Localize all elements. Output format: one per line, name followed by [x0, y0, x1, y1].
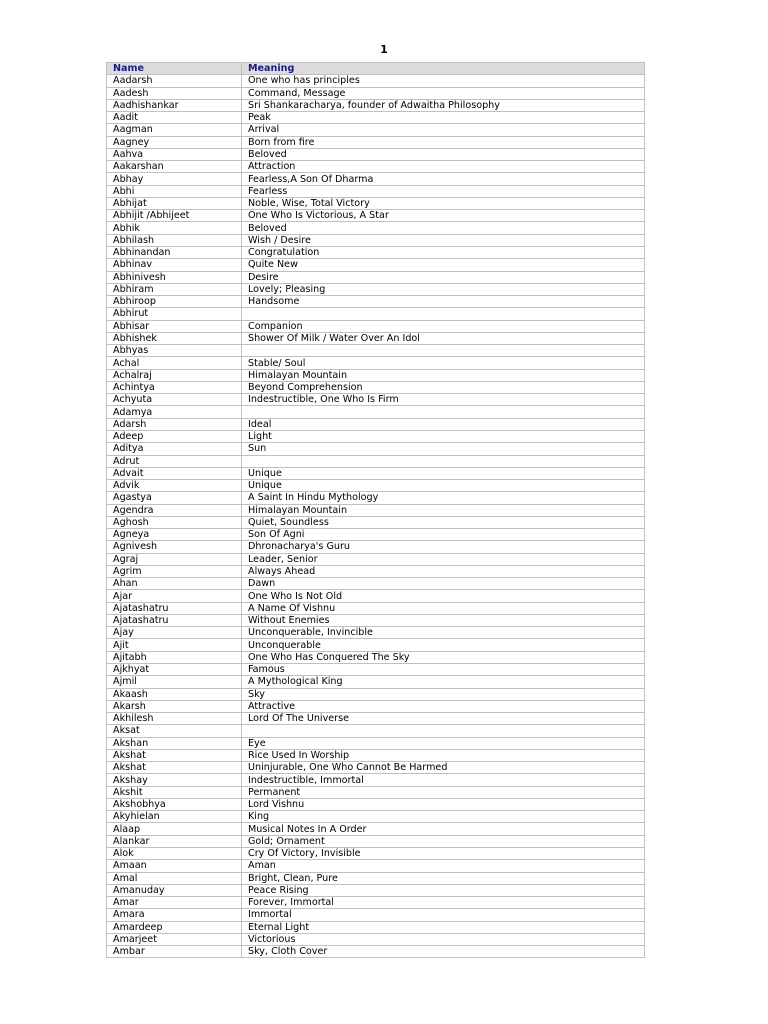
table-row	[107, 246, 645, 258]
name-cell: Achyuta	[107, 394, 242, 406]
name-cell: Ajatashatru	[107, 614, 242, 626]
name-cell: Abhik	[107, 222, 242, 234]
table-row	[107, 430, 645, 442]
table-row	[107, 197, 645, 209]
table-row	[107, 161, 645, 173]
meaning-cell: Shower Of Milk / Water Over An Idol	[242, 332, 645, 344]
table-row	[107, 467, 645, 479]
table-row	[107, 345, 645, 357]
meaning-cell: Permanent	[242, 786, 645, 798]
table-row	[107, 406, 645, 418]
meaning-cell: One Who Has Conquered The Sky	[242, 651, 645, 663]
table-row	[107, 271, 645, 283]
table-row	[107, 614, 645, 626]
meaning-cell: Cry Of Victory, Invisible	[242, 848, 645, 860]
table-row	[107, 394, 645, 406]
name-cell: Ajmil	[107, 676, 242, 688]
name-cell: Amar	[107, 897, 242, 909]
name-cell: Abhinivesh	[107, 271, 242, 283]
meaning-cell: Himalayan Mountain	[242, 369, 645, 381]
name-cell: Akyhielan	[107, 811, 242, 823]
table-row	[107, 590, 645, 602]
meaning-cell: Congratulation	[242, 246, 645, 258]
table-row	[107, 75, 645, 87]
name-cell: Akshat	[107, 749, 242, 761]
names-table	[106, 62, 645, 958]
table-row	[107, 872, 645, 884]
name-cell: Agnivesh	[107, 541, 242, 553]
meaning-cell: Lord Vishnu	[242, 798, 645, 810]
name-cell: Ajar	[107, 590, 242, 602]
name-cell: Akhilesh	[107, 713, 242, 725]
table-row	[107, 798, 645, 810]
meaning-cell: Himalayan Mountain	[242, 504, 645, 516]
name-cell: Aadhishankar	[107, 99, 242, 111]
meaning-cell: Son Of Agni	[242, 529, 645, 541]
name-cell: Ajatashatru	[107, 602, 242, 614]
name-cell: Alok	[107, 848, 242, 860]
table-row	[107, 381, 645, 393]
table-row	[107, 480, 645, 492]
table-row	[107, 504, 645, 516]
meaning-cell: Lord Of The Universe	[242, 713, 645, 725]
meaning-cell: Dhronacharya's Guru	[242, 541, 645, 553]
name-cell: Abhijit /Abhijeet	[107, 210, 242, 222]
meaning-cell: Indestructible, Immortal	[242, 774, 645, 786]
meaning-cell: Peace Rising	[242, 884, 645, 896]
table-row	[107, 639, 645, 651]
table-row	[107, 492, 645, 504]
meaning-cell	[242, 406, 645, 418]
table-row	[107, 749, 645, 761]
name-cell: Akshat	[107, 762, 242, 774]
name-cell: Adarsh	[107, 418, 242, 430]
name-cell: Abhinav	[107, 259, 242, 271]
table-row	[107, 332, 645, 344]
table-row	[107, 909, 645, 921]
name-cell: Amaan	[107, 860, 242, 872]
table-row	[107, 946, 645, 958]
meaning-cell: Uninjurable, One Who Cannot Be Harmed	[242, 762, 645, 774]
table-row	[107, 578, 645, 590]
name-cell: Agendra	[107, 504, 242, 516]
table-row	[107, 737, 645, 749]
name-cell: Alankar	[107, 835, 242, 847]
meaning-cell: Peak	[242, 112, 645, 124]
meaning-cell: Unconquerable, Invincible	[242, 627, 645, 639]
table-row	[107, 897, 645, 909]
meaning-cell	[242, 308, 645, 320]
meaning-cell: Victorious	[242, 933, 645, 945]
meaning-cell: Command, Message	[242, 87, 645, 99]
table-row	[107, 173, 645, 185]
meaning-cell: One Who Is Not Old	[242, 590, 645, 602]
name-cell: Aadesh	[107, 87, 242, 99]
meaning-cell: Forever, Immortal	[242, 897, 645, 909]
name-cell: Aadit	[107, 112, 242, 124]
meaning-cell	[242, 725, 645, 737]
table-row	[107, 320, 645, 332]
meaning-cell: Unique	[242, 467, 645, 479]
meaning-cell: Quite New	[242, 259, 645, 271]
meaning-cell: Famous	[242, 664, 645, 676]
name-cell: Aahva	[107, 148, 242, 160]
meaning-cell: Leader, Senior	[242, 553, 645, 565]
table-row	[107, 296, 645, 308]
table-row	[107, 455, 645, 467]
table-row	[107, 933, 645, 945]
name-cell: Abhay	[107, 173, 242, 185]
name-cell: Aditya	[107, 443, 242, 455]
name-cell: Agraj	[107, 553, 242, 565]
meaning-cell: King	[242, 811, 645, 823]
meaning-cell: Immortal	[242, 909, 645, 921]
meaning-cell: Beloved	[242, 222, 645, 234]
table-row	[107, 725, 645, 737]
name-cell: Abhirut	[107, 308, 242, 320]
name-cell: Akshay	[107, 774, 242, 786]
name-cell: Aagney	[107, 136, 242, 148]
name-cell: Aadarsh	[107, 75, 242, 87]
meaning-cell: Sky	[242, 688, 645, 700]
page-number: 1	[380, 43, 388, 56]
meaning-cell: A Mythological King	[242, 676, 645, 688]
name-cell: Adeep	[107, 430, 242, 442]
table-row	[107, 148, 645, 160]
name-cell: Amarjeet	[107, 933, 242, 945]
meaning-cell: One who has principles	[242, 75, 645, 87]
name-cell: Alaap	[107, 823, 242, 835]
name-cell: Ajkhyat	[107, 664, 242, 676]
table-row	[107, 762, 645, 774]
name-cell: Aakarshan	[107, 161, 242, 173]
meaning-cell: Eye	[242, 737, 645, 749]
meaning-cell: Unconquerable	[242, 639, 645, 651]
table-row	[107, 234, 645, 246]
name-cell: Amanuday	[107, 884, 242, 896]
name-cell: Aghosh	[107, 516, 242, 528]
table-row	[107, 921, 645, 933]
name-cell: Achalraj	[107, 369, 242, 381]
meaning-cell: Indestructible, One Who Is Firm	[242, 394, 645, 406]
table-row	[107, 602, 645, 614]
meaning-cell: Attractive	[242, 700, 645, 712]
name-cell: Ahan	[107, 578, 242, 590]
meaning-cell	[242, 345, 645, 357]
table-row	[107, 627, 645, 639]
name-cell: Akshan	[107, 737, 242, 749]
table-row	[107, 516, 645, 528]
meaning-cell: Aman	[242, 860, 645, 872]
meaning-cell: Dawn	[242, 578, 645, 590]
name-cell: Aagman	[107, 124, 242, 136]
meaning-cell: Light	[242, 430, 645, 442]
table-row	[107, 541, 645, 553]
table-row	[107, 860, 645, 872]
table-row	[107, 99, 645, 111]
name-cell: Abhisar	[107, 320, 242, 332]
name-cell: Abhijat	[107, 197, 242, 209]
meaning-cell: Beyond Comprehension	[242, 381, 645, 393]
table-row	[107, 185, 645, 197]
name-cell: Achal	[107, 357, 242, 369]
meaning-cell	[242, 455, 645, 467]
table-row	[107, 835, 645, 847]
table-header	[107, 63, 645, 75]
meaning-cell: Desire	[242, 271, 645, 283]
meaning-cell: Stable/ Soul	[242, 357, 645, 369]
name-cell: Ambar	[107, 946, 242, 958]
table-row	[107, 210, 645, 222]
name-cell: Abhiroop	[107, 296, 242, 308]
meaning-cell: Noble, Wise, Total Victory	[242, 197, 645, 209]
name-cell: Ajitabh	[107, 651, 242, 663]
name-column-header: Name	[107, 63, 242, 75]
table-row	[107, 676, 645, 688]
meaning-cell: Eternal Light	[242, 921, 645, 933]
table-row	[107, 87, 645, 99]
meaning-cell: A Saint In Hindu Mythology	[242, 492, 645, 504]
table-row	[107, 418, 645, 430]
header-row	[107, 63, 645, 75]
meaning-cell: Attraction	[242, 161, 645, 173]
meaning-cell: Arrival	[242, 124, 645, 136]
name-cell: Aksat	[107, 725, 242, 737]
meaning-cell: Fearless	[242, 185, 645, 197]
name-cell: Amardeep	[107, 921, 242, 933]
name-cell: Amara	[107, 909, 242, 921]
table-row	[107, 369, 645, 381]
meaning-cell: Musical Notes In A Order	[242, 823, 645, 835]
table-row	[107, 222, 645, 234]
table-row	[107, 884, 645, 896]
name-cell: Akshobhya	[107, 798, 242, 810]
meaning-cell: Bright, Clean, Pure	[242, 872, 645, 884]
meaning-cell: Sun	[242, 443, 645, 455]
name-cell: Abhishek	[107, 332, 242, 344]
table-row	[107, 308, 645, 320]
table-row	[107, 688, 645, 700]
name-cell: Abhinandan	[107, 246, 242, 258]
name-cell: Abhyas	[107, 345, 242, 357]
table-body	[107, 75, 645, 958]
name-cell: Advait	[107, 467, 242, 479]
meaning-cell: Handsome	[242, 296, 645, 308]
name-cell: Adamya	[107, 406, 242, 418]
meaning-cell: Beloved	[242, 148, 645, 160]
table-row	[107, 786, 645, 798]
meaning-cell: Companion	[242, 320, 645, 332]
name-cell: Agrim	[107, 565, 242, 577]
name-cell: Ajay	[107, 627, 242, 639]
name-cell: Abhilash	[107, 234, 242, 246]
table-row	[107, 811, 645, 823]
table-row	[107, 124, 645, 136]
name-cell: Agneya	[107, 529, 242, 541]
table-row	[107, 774, 645, 786]
meaning-cell: Ideal	[242, 418, 645, 430]
meaning-cell: Fearless,A Son Of Dharma	[242, 173, 645, 185]
table-row	[107, 357, 645, 369]
meaning-cell: Quiet, Soundless	[242, 516, 645, 528]
name-cell: Achintya	[107, 381, 242, 393]
meaning-cell: One Who Is Victorious, A Star	[242, 210, 645, 222]
meaning-cell: Rice Used In Worship	[242, 749, 645, 761]
table-row	[107, 651, 645, 663]
meaning-column-header: Meaning	[242, 63, 645, 75]
meaning-cell: Wish / Desire	[242, 234, 645, 246]
table-row	[107, 283, 645, 295]
table-row	[107, 112, 645, 124]
name-cell: Advik	[107, 480, 242, 492]
meaning-cell: Born from fire	[242, 136, 645, 148]
meaning-cell: A Name Of Vishnu	[242, 602, 645, 614]
meaning-cell: Sky, Cloth Cover	[242, 946, 645, 958]
table-row	[107, 848, 645, 860]
table-row	[107, 553, 645, 565]
meaning-cell: Sri Shankaracharya, founder of Adwaitha Philosophy	[242, 99, 645, 111]
table-row	[107, 664, 645, 676]
meaning-cell: Lovely; Pleasing	[242, 283, 645, 295]
table-row	[107, 529, 645, 541]
name-cell: Amal	[107, 872, 242, 884]
table-row	[107, 700, 645, 712]
table-row	[107, 565, 645, 577]
table-row	[107, 443, 645, 455]
name-cell: Abhi	[107, 185, 242, 197]
name-cell: Agastya	[107, 492, 242, 504]
name-cell: Adrut	[107, 455, 242, 467]
name-cell: Akarsh	[107, 700, 242, 712]
table-row	[107, 713, 645, 725]
table-row	[107, 136, 645, 148]
meaning-cell: Gold; Ornament	[242, 835, 645, 847]
name-cell: Akaash	[107, 688, 242, 700]
meaning-cell: Without Enemies	[242, 614, 645, 626]
table-row	[107, 259, 645, 271]
name-cell: Akshit	[107, 786, 242, 798]
name-cell: Ajit	[107, 639, 242, 651]
meaning-cell: Always Ahead	[242, 565, 645, 577]
name-cell: Abhiram	[107, 283, 242, 295]
table-row	[107, 823, 645, 835]
meaning-cell: Unique	[242, 480, 645, 492]
